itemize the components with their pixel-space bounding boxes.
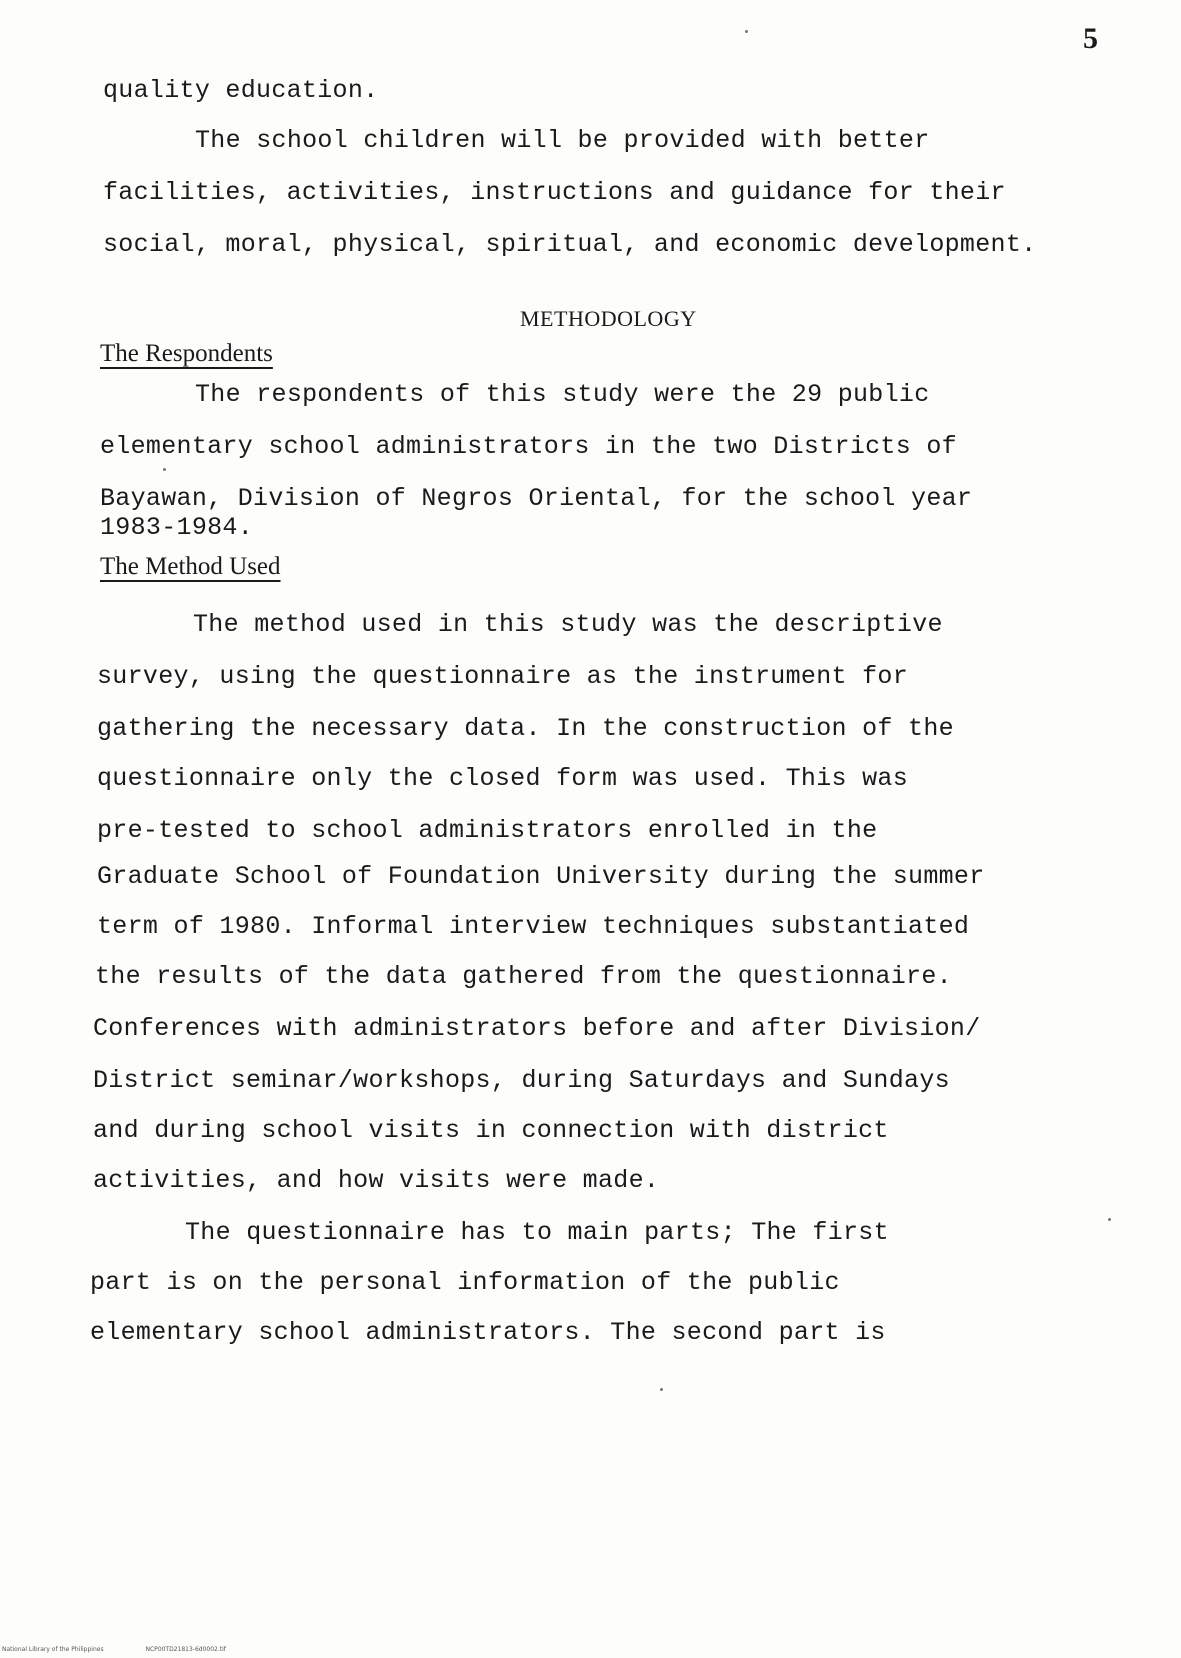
scan-speck [163,468,166,471]
respondents-heading: The Respondents [100,340,273,367]
method-line-12: activities, and how visits were made. [93,1166,660,1195]
method-line-8: the results of the data gathered from the questionnaire. [95,962,952,991]
questionnaire-line-1: The questionnaire has to main parts; The first [185,1218,889,1247]
method-line-9: Conferences with administrators before and after Division/ [93,1014,981,1043]
scan-speck [1108,1218,1111,1221]
scan-footer [2,1646,266,1653]
respondents-line-4: 1983-1984. [100,513,254,542]
scan-speck [745,30,748,33]
section-title: METHODOLOGY [520,306,697,331]
respondents-line-1: The respondents of this study were the 29 public [195,380,930,409]
method-heading: The Method Used [100,553,281,580]
method-line-4: questionnaire only the closed form was used. This was [97,764,909,793]
method-line-3: gathering the necessary data. In the construction of the [97,714,954,743]
intro-line-1: quality education. [103,76,379,105]
method-line-10: District seminar/workshops, during Saturdays and Sundays [93,1066,950,1095]
respondents-line-2: elementary school administrators in the two Districts of [100,432,957,461]
page-number: 5 [1083,22,1098,55]
intro-line-2: The school children will be provided with better [195,126,930,155]
scan-speck [660,1388,663,1391]
questionnaire-line-3: elementary school administrators. The second part is [90,1318,886,1347]
method-line-1: The method used in this study was the descriptive [193,610,943,639]
method-line-2: survey, using the questionnaire as the instrument for [97,662,909,691]
footer-source: National Library of the Philippines [2,1646,104,1653]
questionnaire-line-2: part is on the personal information of the public [90,1268,840,1297]
method-line-11: and during school visits in connection with district [93,1116,889,1145]
intro-line-3: facilities, activities, instructions and guidance for their [103,178,1006,207]
footer-file: NCP00TD21813-6d0002.tif [145,1646,226,1653]
respondents-line-3: Bayawan, Division of Negros Oriental, for the school year [100,484,973,513]
method-line-5: pre-tested to school administrators enrolled in the [97,816,878,845]
intro-line-4: social, moral, physical, spiritual, and economic development. [103,230,1037,259]
method-line-6: Graduate School of Foundation University during the summer [97,862,985,891]
method-line-7: term of 1980. Informal interview techniques substantiated [97,912,970,941]
